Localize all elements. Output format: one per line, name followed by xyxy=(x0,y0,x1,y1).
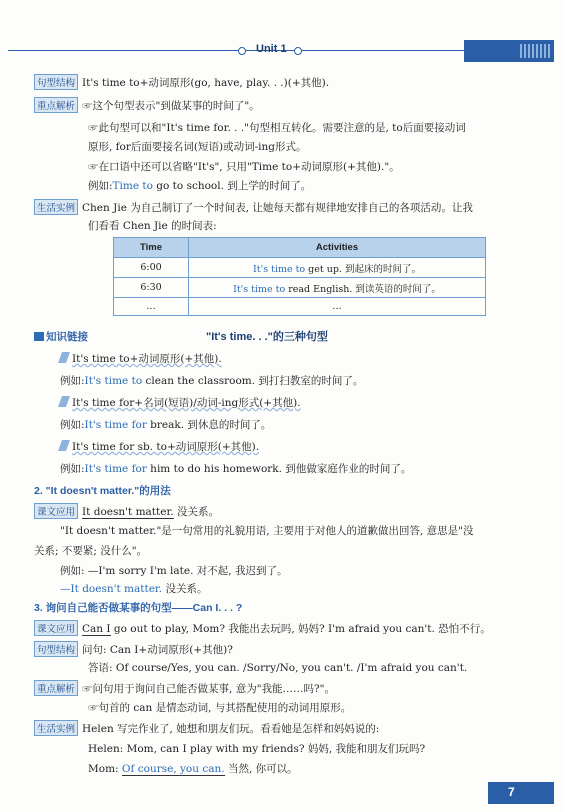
cell-time: 6:00 xyxy=(114,258,189,278)
example-rest: 没关系。 xyxy=(162,583,208,595)
life3-blue: Of course, you can. xyxy=(121,763,225,775)
example-rest: him to do his homework. 到他做家庭作业的时间了。 xyxy=(146,463,412,475)
key2a-text: 此句型可以和"It's time for. . ."句型相互转化。需要注意的是, to后面要接动词 xyxy=(98,122,466,134)
page-number: 7 xyxy=(508,785,515,799)
pattern-1 xyxy=(60,351,222,366)
life3-rest: 当然, 你可以。 xyxy=(224,763,298,775)
label-app: 课文应用 xyxy=(34,503,78,519)
example-3 xyxy=(60,461,411,476)
pencil-icon xyxy=(58,440,70,451)
key-row-5 xyxy=(88,700,351,715)
para1: "It doesn't matter."是一句常用的礼貌用语, 主要用于对他人的道歉做出回答, 意思是"没 xyxy=(60,525,474,537)
pattern-1-text: It's time to+动词原形(+其他). xyxy=(72,353,222,365)
label-app: 课文应用 xyxy=(34,620,78,636)
example-lead: 例如: xyxy=(60,463,85,475)
key1-text: 这个句型表示"到做某事的时间了"。 xyxy=(92,100,260,112)
pointer-icon: ☞ xyxy=(82,683,93,695)
struct-text: It's time to+动词原形(go, have, play. . .)(+其他). xyxy=(82,77,330,89)
app-underlined: Can I xyxy=(82,623,111,635)
cell-rest: get up. 到起床的时间了。 xyxy=(305,263,421,275)
header-tab-stripes xyxy=(520,44,550,58)
cell-activity xyxy=(189,298,486,316)
example-lead: 例如: xyxy=(60,375,85,387)
app-cn: 没关系。 xyxy=(173,506,219,518)
knowledge-title: "It's time. . ."的三种句型 xyxy=(206,331,328,343)
header-dot-left xyxy=(238,47,246,55)
answer-text: 答语: Of course/Yes, you can. /Sorry/No, you can't. /I'm afraid you can't. xyxy=(88,662,468,674)
life3-lead: Mom: xyxy=(88,763,122,775)
label-key: 重点解析 xyxy=(34,680,78,696)
knowledge-link-text: 知识链接 xyxy=(46,331,88,343)
example-dialog-1: 例如: —I'm sorry I'm late. 对不起, 我迟到了。 xyxy=(60,565,288,577)
example-blue: Time to xyxy=(112,180,153,192)
pattern-3 xyxy=(60,439,259,454)
example-row xyxy=(88,178,311,193)
unit-title: Unit 1 xyxy=(256,43,287,55)
example-blue: —It doesn't matter. xyxy=(60,583,163,595)
cell-time: 6:30 xyxy=(114,278,189,298)
example-dialog-2 xyxy=(60,581,207,596)
cell-blue: It's time to xyxy=(253,263,306,275)
table-row xyxy=(114,278,486,298)
example-blue: It's time for xyxy=(84,463,147,475)
struct-text: 问句: Can I+动词原形(+其他)? xyxy=(82,644,233,656)
example-blue: It's time for xyxy=(84,419,147,431)
key-row-3 xyxy=(88,159,400,174)
pencil-icon xyxy=(58,352,70,363)
key-row-4 xyxy=(34,680,335,696)
cell-rest: … xyxy=(332,301,342,312)
label-key: 重点解析 xyxy=(34,97,78,113)
label-life: 生活实例 xyxy=(34,199,78,215)
pencil-icon xyxy=(58,396,70,407)
life2-text: 们看看 Chen Jie 的时间表: xyxy=(88,220,217,232)
header-dot-right xyxy=(294,47,302,55)
key2-text: 句首的 can 是情态动词, 与其搭配使用的动词用原形。 xyxy=(98,702,352,714)
pattern-2-text: It's time for+名词(短语)/动词-ing形式(+其他). xyxy=(72,397,301,409)
table-header-row xyxy=(114,238,486,258)
label-struct: 句型结构 xyxy=(34,74,78,90)
section-2-heading: 2. "It doesn't matter."的用法 xyxy=(34,485,171,497)
pattern-3-text: It's time for sb. to+动词原形(+其他). xyxy=(72,441,260,453)
example-rest: break. 到休息的时间了。 xyxy=(146,419,272,431)
pattern-2 xyxy=(60,395,301,410)
label-life: 生活实例 xyxy=(34,720,78,736)
life3-row xyxy=(88,761,298,776)
label-struct: 句型结构 xyxy=(34,641,78,657)
schedule-table xyxy=(113,237,486,316)
key-row-2 xyxy=(88,120,466,135)
pointer-icon: ☞ xyxy=(82,100,93,112)
life1-text: Helen 写完作业了, 她想和朋友们玩。看看她是怎样和妈妈说的: xyxy=(82,723,380,735)
life-row-1 xyxy=(34,199,473,215)
life1-text: Chen Jie 为自己制订了一个时间表, 让她每天都有规律地安排自己的各项活动。让我 xyxy=(82,202,473,214)
col-activities: Activities xyxy=(189,238,486,258)
para2: 关系; 不要紧; 没什么"。 xyxy=(34,545,148,557)
cell-activity xyxy=(189,278,486,298)
knowledge-link-label xyxy=(34,329,88,344)
section-3-heading: 3. 询问自己能否做某事的句型——Can I. . . ? xyxy=(34,602,243,614)
struct-row xyxy=(34,74,329,90)
col-time: Time xyxy=(114,238,189,258)
table-row xyxy=(114,258,486,278)
header-line xyxy=(8,50,464,51)
example-rest: go to school. 到上学的时间了。 xyxy=(152,180,312,192)
example-rest: clean the classroom. 到打扫教室的时间了。 xyxy=(142,375,364,387)
app-rest: go out to play, Mom? 我能出去玩吗, 妈妈? I'm afraid you can't. 恐怕不行。 xyxy=(110,623,491,635)
example-lead: 例如: xyxy=(88,180,113,192)
life2-text: Helen: Mom, can I play with my friends? 妈妈, 我能和朋友们玩吗? xyxy=(88,743,426,755)
app-row-2 xyxy=(34,620,491,636)
key3-text: 在口语中还可以省略"It's", 只用"Time to+动词原形(+其他)."。 xyxy=(98,161,400,173)
key-row-1 xyxy=(34,97,260,113)
pointer-icon: ☞ xyxy=(88,161,99,173)
life-row-2 xyxy=(34,720,379,736)
cell-activity xyxy=(189,258,486,278)
page-number-tab xyxy=(488,782,554,804)
key2b-text: 原形, for后面要接名词(短语)或动词-ing形式。 xyxy=(88,141,307,153)
app-row xyxy=(34,503,219,519)
pointer-icon: ☞ xyxy=(88,702,99,714)
example-blue: It's time to xyxy=(84,375,143,387)
cell-time: … xyxy=(114,298,189,316)
key1-text: 问句用于询问自己能否做某事, 意为"我能……吗?"。 xyxy=(92,683,335,695)
cell-blue: It's time to xyxy=(233,283,286,295)
app-text: It doesn't matter. xyxy=(82,506,174,518)
book-icon xyxy=(34,332,44,341)
example-lead: 例如: xyxy=(60,419,85,431)
pointer-icon: ☞ xyxy=(88,122,99,134)
example-2 xyxy=(60,417,271,432)
cell-rest: read English. 到读英语的时间了。 xyxy=(285,283,441,295)
example-1 xyxy=(60,373,363,388)
table-row xyxy=(114,298,486,316)
struct-row-2 xyxy=(34,641,233,657)
